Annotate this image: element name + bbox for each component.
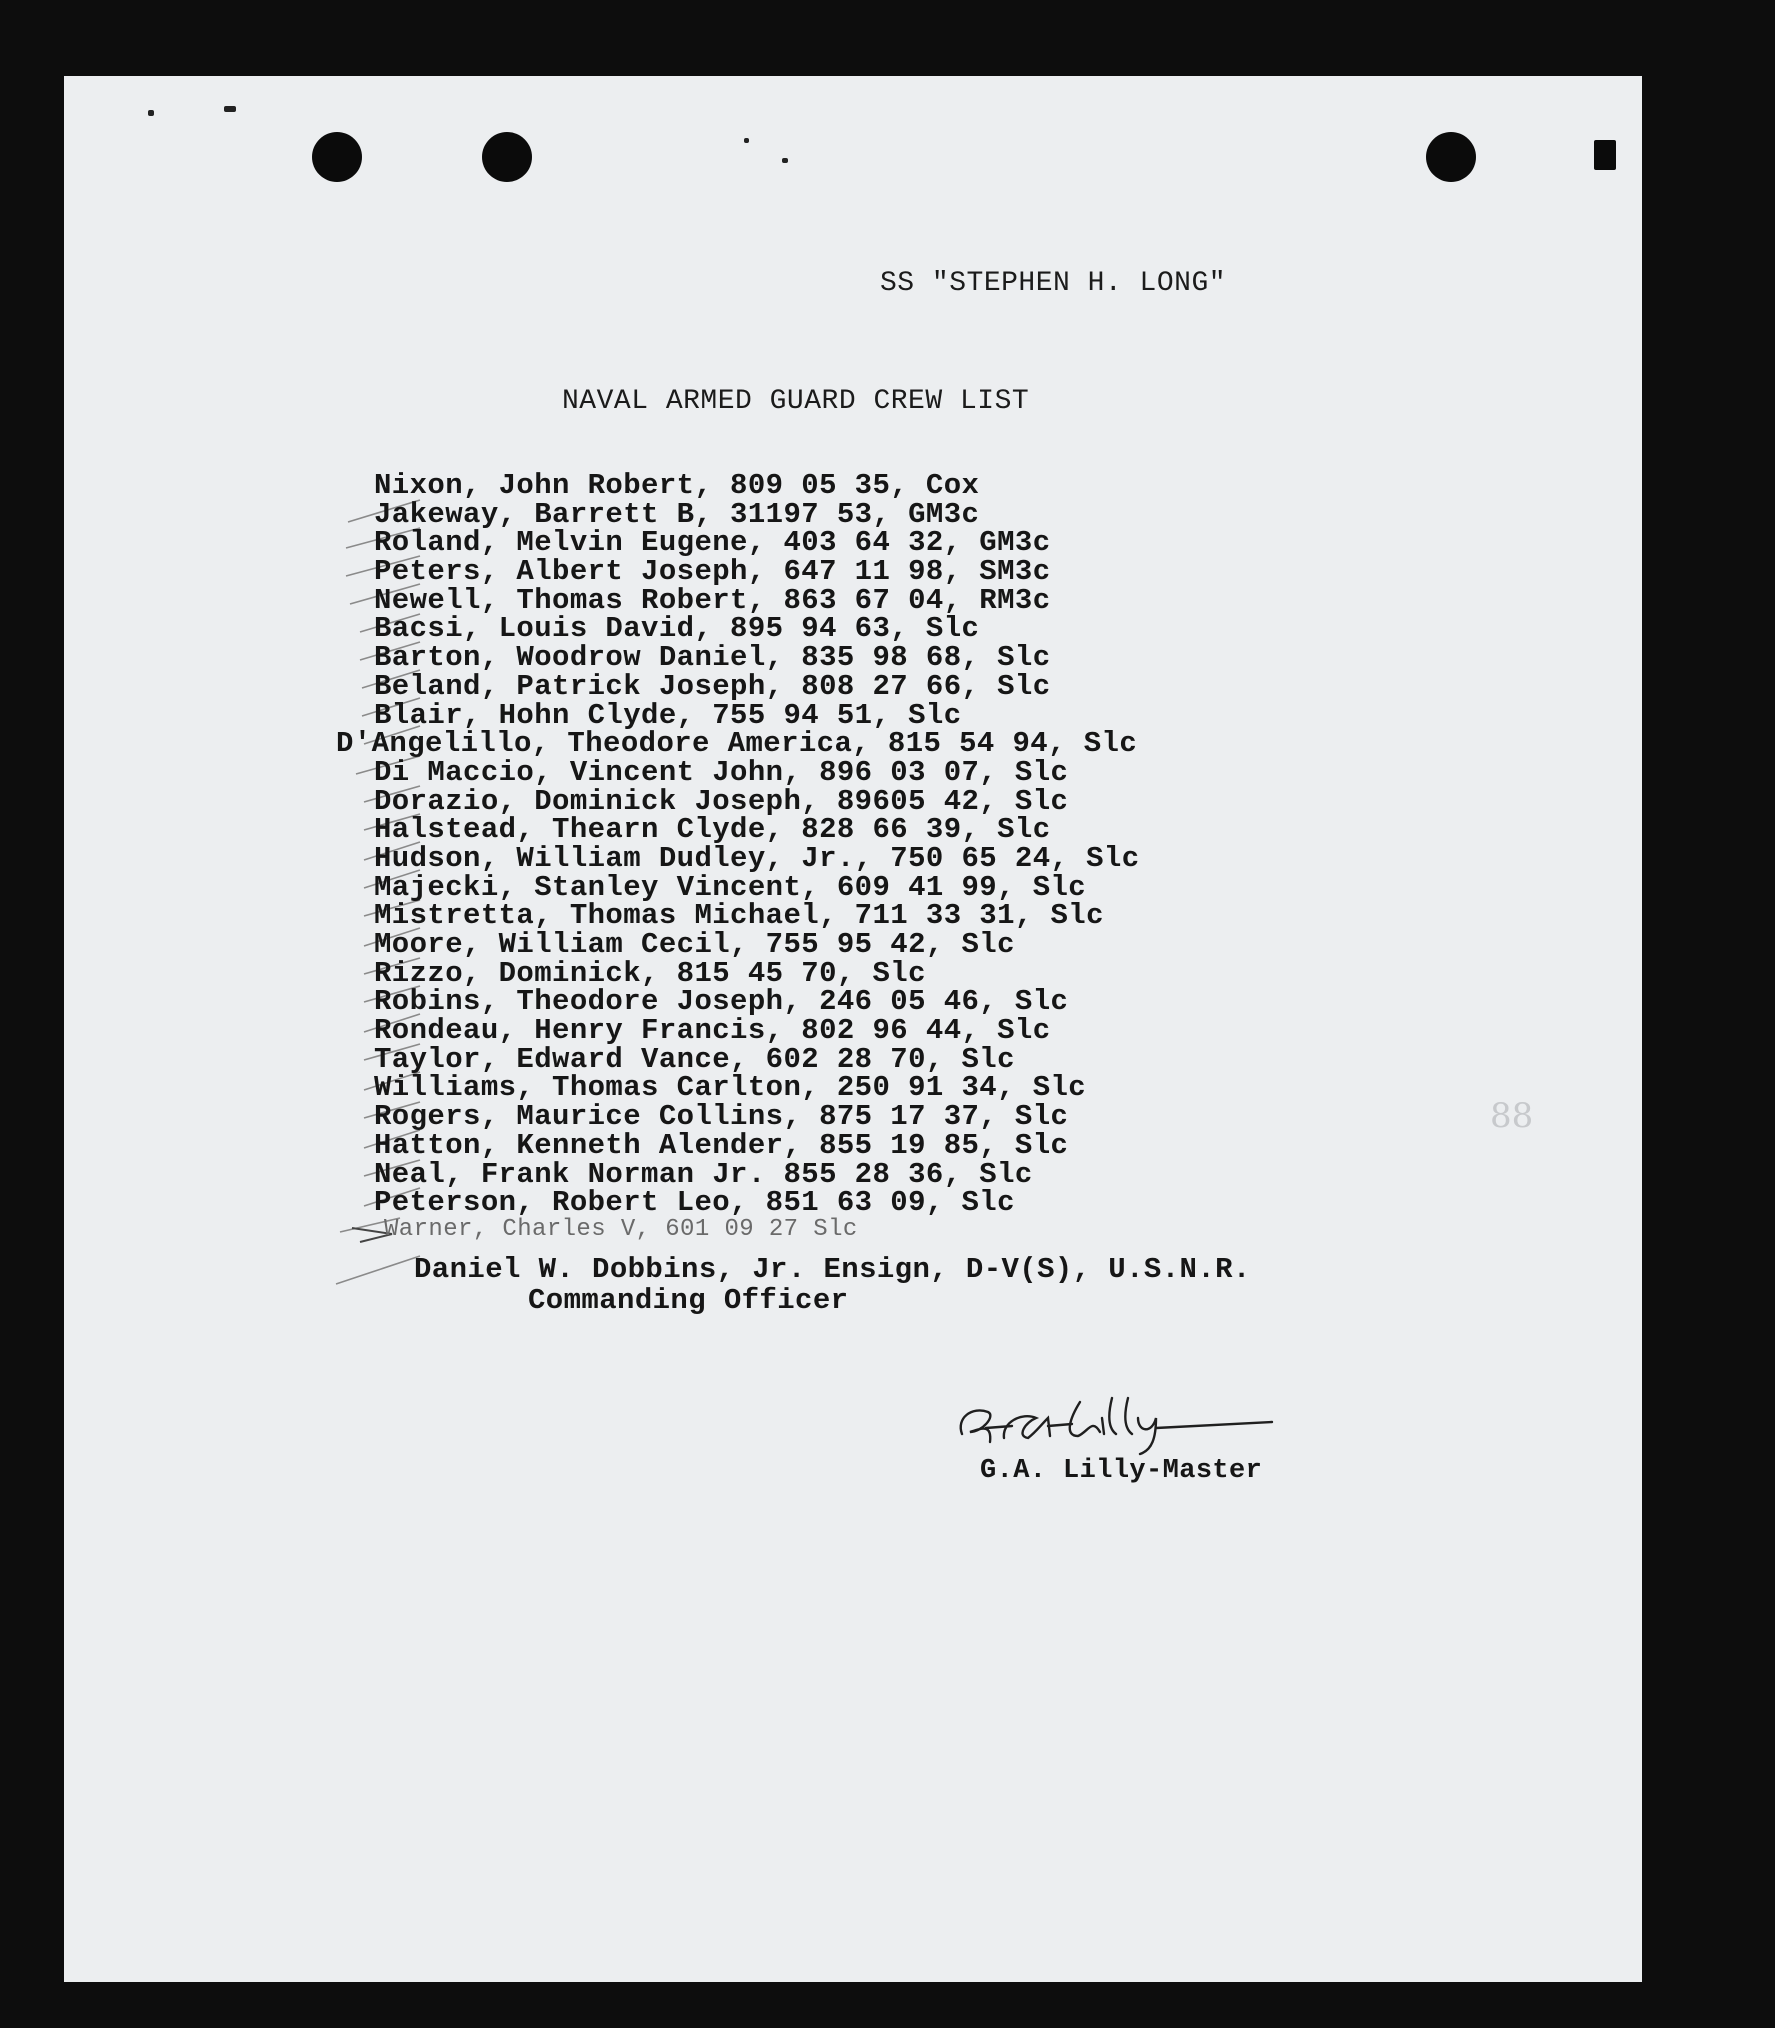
crew-member: Jakeway, Barrett B, 31197 53, GM3c — [374, 497, 980, 531]
crew-member: Rondeau, Henry Francis, 802 96 44, Slc — [374, 1014, 1051, 1048]
crew-member: Taylor, Edward Vance, 602 28 70, Slc — [374, 1042, 1015, 1076]
crew-member: Newell, Thomas Robert, 863 67 04, RM3c — [374, 583, 1051, 617]
crew-member: Robins, Theodore Joseph, 246 05 46, Slc — [374, 985, 1069, 1019]
crew-member: Blair, Hohn Clyde, 755 94 51, Slc — [374, 698, 962, 732]
crew-member: Bacsi, Louis David, 895 94 63, Slc — [374, 612, 980, 646]
crew-member: Majecki, Stanley Vincent, 609 41 99, Slc — [374, 870, 1087, 904]
ship-name: SS "STEPHEN H. LONG" — [880, 268, 1227, 299]
commanding-officer-name: Daniel W. Dobbins, Jr. Ensign, D-V(S), U.S.N.R. — [414, 1253, 1251, 1286]
crew-member: Barton, Woodrow Daniel, 835 98 68, Slc — [374, 641, 1051, 675]
page-number: 88 — [1490, 1096, 1534, 1136]
master-signature — [952, 1388, 1282, 1458]
crew-member: Rizzo, Dominick, 815 45 70, Slc — [374, 956, 926, 990]
crew-member: Nixon, John Robert, 809 05 35, Cox — [374, 469, 980, 502]
crew-member: Neal, Frank Norman Jr. 855 28 36, Slc — [374, 1157, 1033, 1191]
crew-member: Hatton, Kenneth Alender, 855 19 85, Slc — [374, 1128, 1069, 1162]
crew-member: Roland, Melvin Eugene, 403 64 32, GM3c — [374, 526, 1051, 560]
crew-list — [336, 469, 1140, 1243]
crew-member: Di Maccio, Vincent John, 896 03 07, Slc — [374, 755, 1069, 789]
crew-member: Hudson, William Dudley, Jr., 750 65 24, Slc — [374, 841, 1140, 875]
commanding-officer-title: Commanding Officer — [528, 1284, 849, 1317]
document-title: NAVAL ARMED GUARD CREW LIST — [562, 386, 1030, 417]
crew-member: Peterson, Robert Leo, 851 63 09, Slc — [374, 1186, 1015, 1220]
crew-member: Mistretta, Thomas Michael, 711 33 31, Slc — [374, 899, 1104, 933]
master-name: G.A. Lilly-Master — [980, 1456, 1263, 1486]
crew-member: D'Angelillo, Theodore America, 815 54 94, Slc — [336, 727, 1138, 761]
crew-member: Moore, William Cecil, 755 95 42, Slc — [374, 928, 1015, 961]
crew-member: Beland, Patrick Joseph, 808 27 66, Slc — [374, 669, 1051, 703]
crew-member: Rogers, Maurice Collins, 875 17 37, Slc — [374, 1100, 1069, 1134]
crew-member: Peters, Albert Joseph, 647 11 98, SM3c — [374, 555, 1051, 589]
crew-member: Halstead, Thearn Clyde, 828 66 39, Slc — [374, 813, 1051, 847]
crew-member: Williams, Thomas Carlton, 250 91 34, Slc — [374, 1071, 1087, 1105]
crew-member-handwritten-addition: Warner, Charles V, 601 09 27 Slc — [384, 1215, 858, 1243]
crew-member: Dorazio, Dominick Joseph, 89605 42, Slc — [374, 784, 1069, 818]
